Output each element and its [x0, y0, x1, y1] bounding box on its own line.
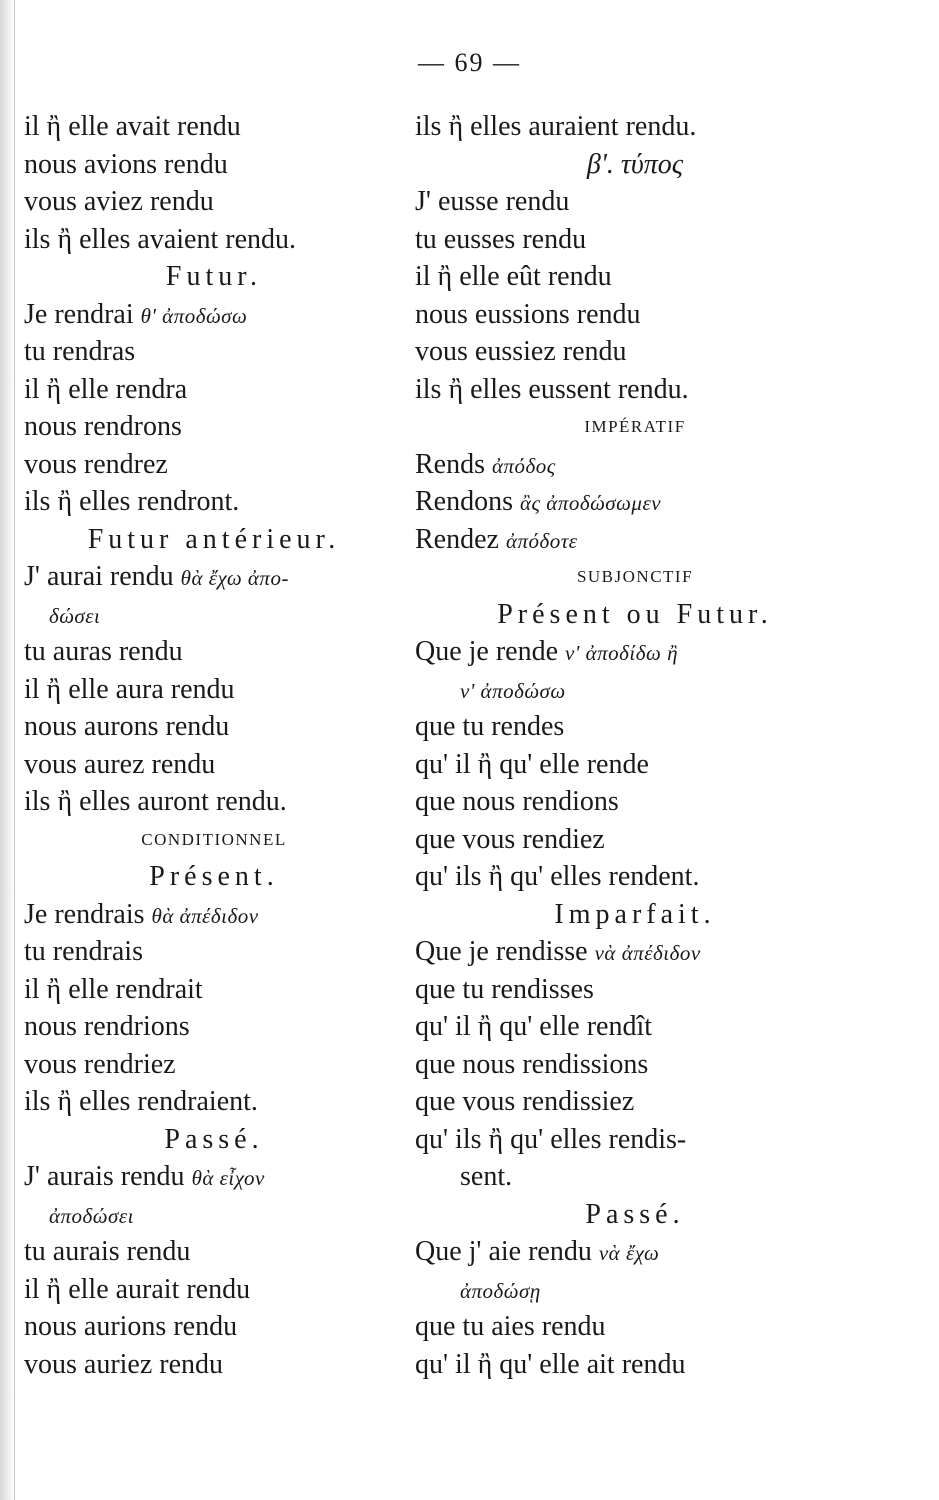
right-column-line [415, 1121, 855, 1159]
french-text: ils ἢ elles auraient rendu. [415, 111, 697, 142]
french-text: nous avions rendu [24, 148, 228, 180]
french-text: SUBJONCTIF [576, 567, 694, 586]
french-text: ils ἢ elles rendront. [24, 486, 240, 517]
left-column-line [24, 1008, 404, 1046]
french-text: il ἢ elle aura rendu [24, 673, 235, 705]
french-text: qu' il ἢ qu' elle rende [415, 748, 649, 780]
french-text: que tu aies rendu [415, 1311, 606, 1342]
french-text: que nous rendissions [415, 1048, 649, 1080]
right-column-line [415, 971, 855, 1009]
left-column-line [24, 108, 404, 146]
right-column-line [415, 371, 855, 409]
french-text: Je rendrais [24, 898, 145, 930]
french-text: qu' ils ἢ qu' elles rendent. [415, 861, 700, 892]
left-column-line [24, 221, 404, 259]
right-column-line [415, 483, 855, 521]
french-text: ils ἢ elles rendraient. [24, 1086, 258, 1117]
right-column [415, 108, 855, 1383]
right-column-line [415, 783, 855, 821]
right-column-line [415, 221, 855, 259]
left-column-line [24, 746, 404, 784]
french-text: CONDITIONNEL [141, 829, 287, 849]
left-column-line [24, 671, 404, 709]
french-text: ils ἢ elles auront rendu. [24, 786, 287, 817]
right-column-line [415, 858, 855, 896]
french-text: il ἢ elle rendra [24, 373, 188, 405]
french-text: tu aurais rendu [24, 1236, 191, 1267]
right-column-line [415, 596, 855, 634]
right-column-line [415, 1346, 855, 1384]
left-column-line [24, 408, 404, 446]
left-column-line [24, 296, 404, 334]
french-text: vous auriez rendu [24, 1348, 224, 1380]
right-column-line [415, 1308, 855, 1346]
french-text: tu rendrais [24, 936, 143, 967]
french-text: Futur. [165, 261, 263, 292]
french-text: Présent. [149, 861, 279, 892]
french-text: Je rendrai [24, 298, 134, 330]
french-text: J' aurai rendu [24, 561, 174, 592]
french-text: nous rendrions [24, 1011, 190, 1042]
right-column-line [415, 183, 855, 221]
right-column-line [415, 1046, 855, 1084]
right-column-line [415, 671, 855, 709]
right-column-line [415, 1083, 855, 1121]
left-column-line [24, 783, 404, 821]
right-column-line [415, 333, 855, 371]
right-column-line [415, 258, 855, 296]
french-text: vous eussiez rendu [415, 336, 627, 367]
french-text: Que je rendisse [415, 936, 588, 967]
left-column-line [24, 1121, 404, 1159]
french-text: IMPÉRATIF [584, 417, 686, 436]
french-text: il ἢ elle eût rendu [415, 261, 612, 292]
left-column [24, 108, 404, 1383]
french-text: Rendons [415, 486, 513, 517]
right-column-line [415, 933, 855, 971]
right-column-line [415, 896, 855, 934]
french-text: tu auras rendu [24, 636, 183, 667]
french-text: ils ἢ elles avaient rendu. [24, 223, 297, 255]
french-text: qu' il ἢ qu' elle rendît [415, 1011, 653, 1042]
french-text: nous eussions rendu [415, 298, 641, 330]
left-column-line [24, 858, 404, 896]
french-text: Passé. [585, 1198, 685, 1230]
right-column-line [415, 296, 855, 334]
left-column-line [24, 1083, 404, 1121]
french-text: que tu rendes [415, 711, 565, 742]
french-text: que vous rendissiez [415, 1086, 635, 1117]
left-column-line [24, 1271, 404, 1309]
french-text: nous aurons rendu [24, 711, 230, 742]
french-text: ils ἢ elles eussent rendu. [415, 373, 689, 405]
french-text: Futur antérieur. [87, 523, 341, 555]
left-column-line [24, 1233, 404, 1271]
greek-translation: νὰ ἀπέδιδον [594, 941, 701, 965]
left-column-line [24, 896, 404, 934]
greek-translation: θὰ ἔχω ἀπο- [180, 566, 289, 590]
left-column-line [24, 483, 404, 521]
left-column-line [24, 821, 404, 859]
french-text: que vous rendiez [415, 823, 605, 855]
french-text: Passé. [164, 1123, 264, 1155]
french-text: β'. τύπος [586, 148, 684, 180]
left-column-line [24, 1158, 404, 1196]
french-text: vous rendrez [24, 448, 168, 480]
french-text: Imparfait. [554, 898, 716, 930]
greek-translation: ἂς ἀποδώσωμεν [520, 491, 662, 515]
french-text: tu rendras [24, 336, 136, 367]
greek-translation: ἀποδώσῃ [460, 1278, 541, 1303]
binding-edge [0, 0, 15, 1500]
french-text: vous aviez rendu [24, 186, 214, 217]
greek-translation: ἀπόδος [492, 453, 556, 478]
greek-translation: δώσει [49, 603, 101, 628]
left-column-line [24, 933, 404, 971]
left-column-line [24, 633, 404, 671]
left-column-line [24, 258, 404, 296]
french-text: Présent ou Futur. [497, 598, 773, 630]
right-column-line [415, 521, 855, 559]
french-text: Que j' aie rendu [415, 1236, 592, 1267]
left-column-line [24, 371, 404, 409]
right-column-line [415, 1158, 855, 1196]
greek-translation: ν' ἀποδίδω ἢ [565, 641, 679, 665]
french-text: qu' ils ἢ qu' elles rendis- [415, 1123, 687, 1155]
right-column-line [415, 821, 855, 859]
greek-translation: νὰ ἔχω [598, 1241, 660, 1265]
left-column-line [24, 446, 404, 484]
french-text: vous aurez rendu [24, 748, 216, 780]
left-column-line [24, 596, 404, 634]
left-column-line [24, 1308, 404, 1346]
left-column-line [24, 146, 404, 184]
right-column-line [415, 708, 855, 746]
french-text: vous rendriez [24, 1048, 176, 1080]
greek-translation: θὰ εἶχον [191, 1166, 265, 1190]
right-column-line [415, 408, 855, 446]
french-text: il ἢ elle aurait rendu [24, 1273, 251, 1305]
right-column-line [415, 558, 855, 596]
greek-translation: ἀπόδοτε [505, 528, 578, 553]
left-column-line [24, 521, 404, 559]
french-text: J' aurais rendu [24, 1161, 185, 1192]
french-text: Que je rende [415, 636, 559, 667]
left-column-line [24, 183, 404, 221]
page-number: — 69 — [418, 48, 521, 77]
french-text: que tu rendisses [415, 973, 594, 1005]
greek-translation: θὰ ἀπέδιδον [151, 903, 259, 928]
french-text: nous rendrons [24, 411, 182, 442]
french-text: Rendez [415, 523, 499, 555]
right-column-line [415, 1233, 855, 1271]
right-column-line [415, 1271, 855, 1309]
left-column-line [24, 1046, 404, 1084]
french-text: J' eusse rendu [415, 186, 570, 217]
right-column-line [415, 446, 855, 484]
left-column-line [24, 971, 404, 1009]
right-column-line [415, 146, 855, 184]
french-text: Rends [415, 448, 485, 480]
right-column-line [415, 633, 855, 671]
left-column-line [24, 1196, 404, 1234]
left-column-line [24, 333, 404, 371]
left-column-line [24, 558, 404, 596]
left-column-line [24, 708, 404, 746]
left-column-line [24, 1346, 404, 1384]
french-text: il ἢ elle rendrait [24, 973, 203, 1005]
french-text: sent. [460, 1161, 513, 1192]
french-text: nous aurions rendu [24, 1311, 238, 1342]
right-column-line [415, 746, 855, 784]
french-text: tu eusses rendu [415, 223, 587, 255]
french-text: que nous rendions [415, 786, 619, 817]
french-text: qu' il ἢ qu' elle ait rendu [415, 1348, 686, 1380]
greek-translation: ἀποδώσει [49, 1203, 134, 1228]
right-column-line [415, 108, 855, 146]
greek-translation: ν' ἀποδώσω [460, 678, 566, 703]
right-column-line [415, 1196, 855, 1234]
french-text: il ἢ elle avait rendu [24, 111, 241, 142]
right-column-line [415, 1008, 855, 1046]
greek-translation: θ' ἀποδώσω [140, 303, 248, 328]
